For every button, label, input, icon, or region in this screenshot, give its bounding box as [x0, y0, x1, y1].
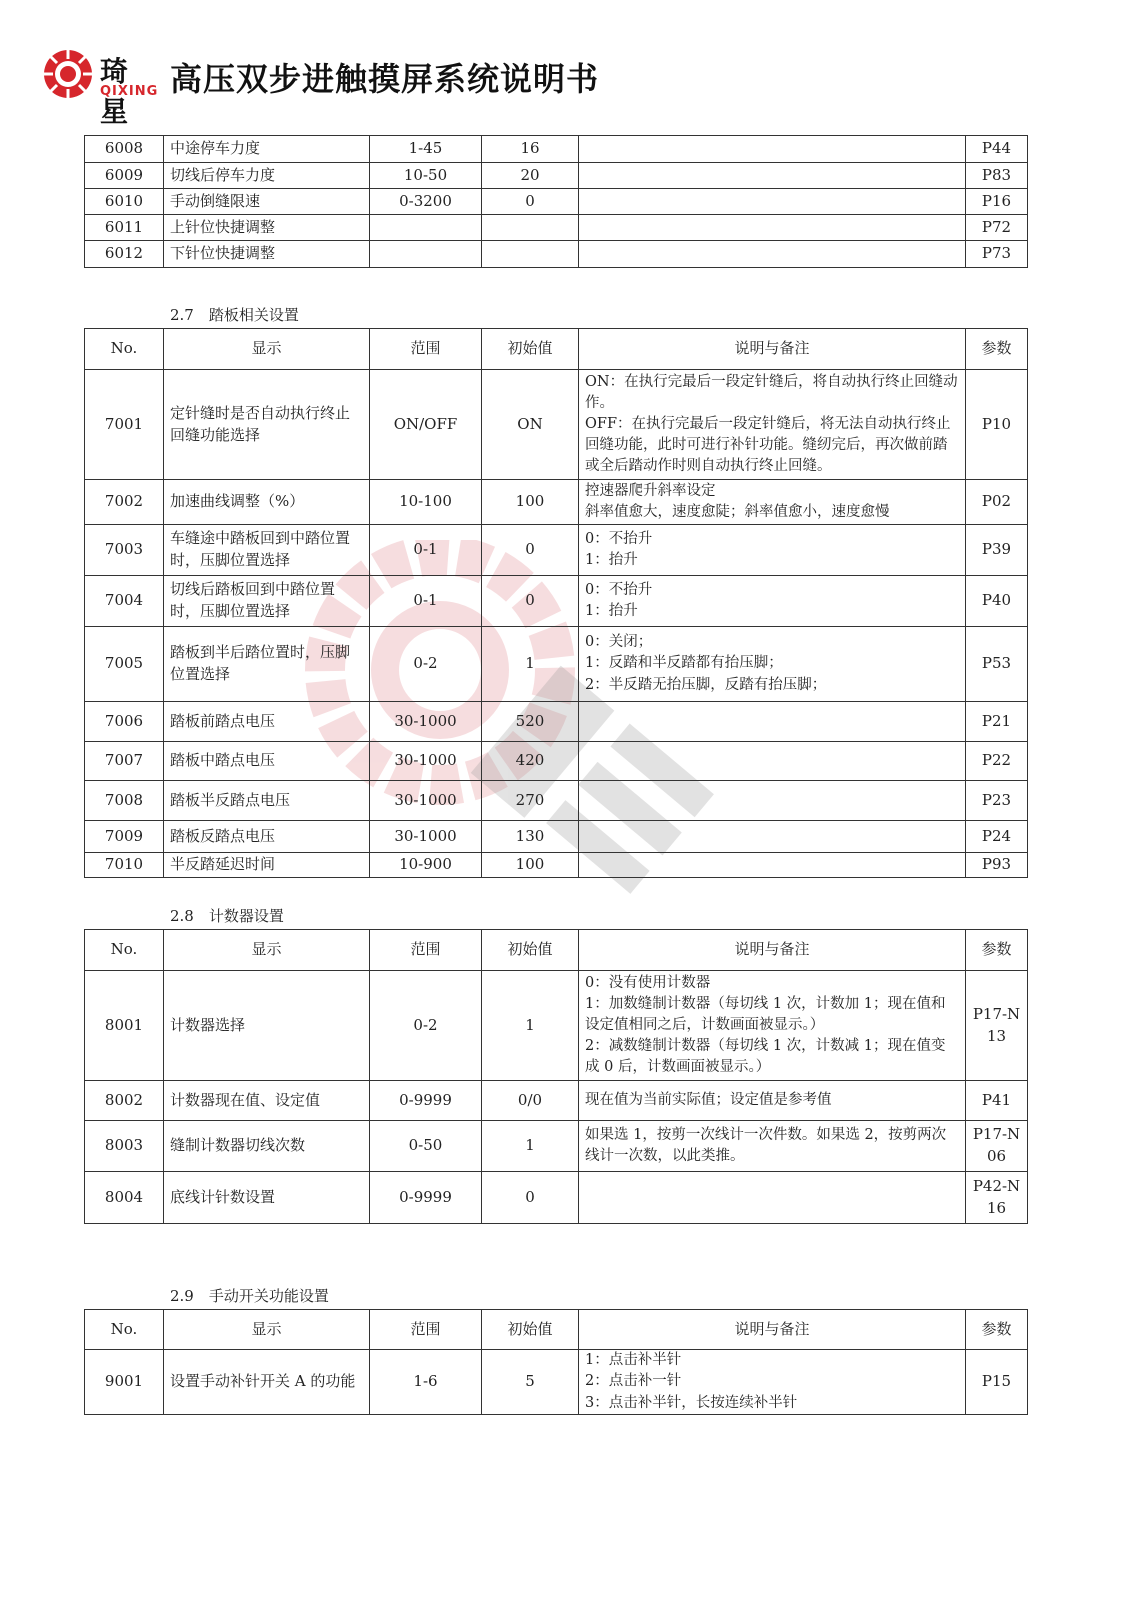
- table-row: [85, 576, 1028, 627]
- cell-init: 0: [482, 189, 579, 215]
- cell-range: 30-1000: [370, 702, 482, 742]
- cell-no: 6010: [85, 189, 164, 215]
- cell-desc: 0：不抬升 1：抬升: [579, 576, 966, 627]
- cell-display: 手动倒缝限速: [164, 189, 370, 215]
- cell-desc: [579, 702, 966, 742]
- table-row: [85, 241, 1028, 268]
- col-header-init: 初始值: [482, 329, 579, 370]
- cell-no: 7010: [85, 853, 164, 878]
- col-header-desc: 说明与备注: [579, 930, 966, 971]
- cell-init: 0: [482, 525, 579, 576]
- cell-range: 0-9999: [370, 1172, 482, 1224]
- cell-range: 0-1: [370, 525, 482, 576]
- cell-no: 7003: [85, 525, 164, 576]
- cell-no: 7002: [85, 480, 164, 525]
- cell-range: 1-45: [370, 136, 482, 163]
- col-header-param: 参数: [966, 930, 1028, 971]
- cell-param: P39: [966, 525, 1028, 576]
- table-row: [85, 136, 1028, 163]
- cell-display: 踏板反踏点电压: [164, 821, 370, 853]
- cell-init: 520: [482, 702, 579, 742]
- cell-desc: [579, 215, 966, 241]
- param-table-6000: [84, 135, 1028, 268]
- cell-no: 6009: [85, 163, 164, 189]
- table-row: [85, 1350, 1028, 1415]
- col-header-init: 初始值: [482, 930, 579, 971]
- cell-param: P41: [966, 1081, 1028, 1121]
- cell-desc: 0：不抬升 1：抬升: [579, 525, 966, 576]
- cell-display: 踏板到半后踏位置时，压脚位置选择: [164, 627, 370, 702]
- table-row: [85, 702, 1028, 742]
- cell-display: 踏板半反踏点电压: [164, 781, 370, 821]
- table-row: [85, 525, 1028, 576]
- cell-init: [482, 241, 579, 268]
- cell-param: P44: [966, 136, 1028, 163]
- table-row: [85, 627, 1028, 702]
- cell-param: P16: [966, 189, 1028, 215]
- cell-init: 1: [482, 1121, 579, 1172]
- cell-range: 10-900: [370, 853, 482, 878]
- cell-param: P24: [966, 821, 1028, 853]
- cell-range: [370, 241, 482, 268]
- col-header-init: 初始值: [482, 1310, 579, 1350]
- cell-range: 0-3200: [370, 189, 482, 215]
- table-row: [85, 215, 1028, 241]
- section-title-2-7: 2.7 踏板相关设置: [170, 306, 299, 324]
- cell-init: 1: [482, 627, 579, 702]
- cell-desc: ON：在执行完最后一段定针缝后，将自动执行终止回缝动作。 OFF：在执行完最后一段定针缝后，将无法自动执行终止回缝功能，此时可进行补针功能。缝纫完后，再次做前踏或全后踏动作时则自动执行终止回缝。: [579, 370, 966, 480]
- manual-switch-table: [84, 1309, 1028, 1415]
- cell-range: 10-50: [370, 163, 482, 189]
- cell-param: P72: [966, 215, 1028, 241]
- cell-param: P02: [966, 480, 1028, 525]
- table-row: [85, 1081, 1028, 1121]
- cell-display: 下针位快捷调整: [164, 241, 370, 268]
- cell-range: 30-1000: [370, 821, 482, 853]
- cell-range: 0-2: [370, 627, 482, 702]
- table-row: [85, 971, 1028, 1081]
- cell-param: P23: [966, 781, 1028, 821]
- col-header-param: 参数: [966, 329, 1028, 370]
- cell-param: P83: [966, 163, 1028, 189]
- cell-init: 20: [482, 163, 579, 189]
- cell-desc: 0：没有使用计数器 1：加数缝制计数器（每切线 1 次，计数加 1；现在值和设定值相同之后，计数画面被显示。） 2：减数缝制计数器（每切线 1 次，计数减 1；现在值变成 0 后，计数画面被显示。）: [579, 971, 966, 1081]
- table-row: [85, 480, 1028, 525]
- cell-param: P53: [966, 627, 1028, 702]
- cell-display: 定针缝时是否自动执行终止回缝功能选择: [164, 370, 370, 480]
- cell-init: [482, 215, 579, 241]
- col-header-range: 范围: [370, 930, 482, 971]
- cell-param: P22: [966, 742, 1028, 781]
- counter-settings-table: [84, 929, 1028, 1224]
- table-row: [85, 1172, 1028, 1224]
- col-header-display: 显示: [164, 329, 370, 370]
- cell-display: 切线后踏板回到中踏位置时，压脚位置选择: [164, 576, 370, 627]
- cell-init: 0: [482, 576, 579, 627]
- col-header-param: 参数: [966, 1310, 1028, 1350]
- cell-no: 7001: [85, 370, 164, 480]
- cell-init: 100: [482, 480, 579, 525]
- col-header-desc: 说明与备注: [579, 329, 966, 370]
- cell-no: 8001: [85, 971, 164, 1081]
- cell-init: 1: [482, 971, 579, 1081]
- cell-param: P73: [966, 241, 1028, 268]
- cell-no: 8003: [85, 1121, 164, 1172]
- cell-desc: [579, 781, 966, 821]
- cell-no: 7006: [85, 702, 164, 742]
- cell-param: P15: [966, 1350, 1028, 1415]
- cell-display: 半反踏延迟时间: [164, 853, 370, 878]
- cell-range: 1-6: [370, 1350, 482, 1415]
- table-row: [85, 781, 1028, 821]
- cell-param: P42-N16: [966, 1172, 1028, 1224]
- cell-desc: [579, 163, 966, 189]
- cell-no: 7008: [85, 781, 164, 821]
- cell-desc: [579, 189, 966, 215]
- cell-display: 缝制计数器切线次数: [164, 1121, 370, 1172]
- cell-init: 130: [482, 821, 579, 853]
- cell-no: 6008: [85, 136, 164, 163]
- cell-display: 中途停车力度: [164, 136, 370, 163]
- brand-name-en: QIXING: [100, 84, 159, 99]
- cell-range: 10-100: [370, 480, 482, 525]
- cell-desc: 现在值为当前实际值；设定值是参考值: [579, 1081, 966, 1121]
- cell-range: 0-50: [370, 1121, 482, 1172]
- cell-desc: [579, 742, 966, 781]
- cell-param: P40: [966, 576, 1028, 627]
- cell-range: 0-2: [370, 971, 482, 1081]
- cell-desc: [579, 241, 966, 268]
- cell-param: P17-N13: [966, 971, 1028, 1081]
- cell-init: 16: [482, 136, 579, 163]
- cell-desc: 1：点击补半针 2：点击补一针 3：点击补半针，长按连续补半针: [579, 1350, 966, 1415]
- cell-no: 6011: [85, 215, 164, 241]
- cell-range: 30-1000: [370, 742, 482, 781]
- cell-no: 8004: [85, 1172, 164, 1224]
- col-header-display: 显示: [164, 1310, 370, 1350]
- cell-display: 切线后停车力度: [164, 163, 370, 189]
- table-row: [85, 1121, 1028, 1172]
- cell-range: ON/OFF: [370, 370, 482, 480]
- table-row: [85, 189, 1028, 215]
- cell-param: P17-N06: [966, 1121, 1028, 1172]
- brand-name: 琦星: [100, 55, 130, 128]
- cell-desc: [579, 853, 966, 878]
- table-row: [85, 163, 1028, 189]
- cell-desc: [579, 136, 966, 163]
- cell-desc: 如果选 1，按剪一次线计一次件数。如果选 2，按剪两次线计一次数，以此类推。: [579, 1121, 966, 1172]
- cell-desc: 0：关闭； 1：反踏和半反踏都有抬压脚； 2：半反踏无抬压脚，反踏有抬压脚；: [579, 627, 966, 702]
- table-row: [85, 742, 1028, 781]
- cell-param: P21: [966, 702, 1028, 742]
- cell-display: 计数器现在值、设定值: [164, 1081, 370, 1121]
- cell-desc: 控速器爬升斜率设定 斜率值愈大，速度愈陡；斜率值愈小，速度愈慢: [579, 480, 966, 525]
- cell-display: 设置手动补针开关 A 的功能: [164, 1350, 370, 1415]
- cell-init: ON: [482, 370, 579, 480]
- cell-range: 0-9999: [370, 1081, 482, 1121]
- cell-display: 加速曲线调整（%）: [164, 480, 370, 525]
- table-row: [85, 370, 1028, 480]
- cell-init: 270: [482, 781, 579, 821]
- cell-display: 上针位快捷调整: [164, 215, 370, 241]
- cell-no: 9001: [85, 1350, 164, 1415]
- document-title: 高压双步进触摸屏系统说明书: [170, 60, 600, 98]
- table-row: [85, 853, 1028, 878]
- cell-range: 0-1: [370, 576, 482, 627]
- table-row: [85, 821, 1028, 853]
- section-title-2-9: 2.9 手动开关功能设置: [170, 1287, 329, 1305]
- cell-range: 30-1000: [370, 781, 482, 821]
- cell-param: P10: [966, 370, 1028, 480]
- pedal-settings-table: [84, 328, 1028, 878]
- cell-init: 100: [482, 853, 579, 878]
- col-header-no: No.: [85, 930, 164, 971]
- col-header-display: 显示: [164, 930, 370, 971]
- cell-display: 车缝途中踏板回到中踏位置时，压脚位置选择: [164, 525, 370, 576]
- cell-display: 底线计针数设置: [164, 1172, 370, 1224]
- cell-no: 7005: [85, 627, 164, 702]
- cell-display: 踏板前踏点电压: [164, 702, 370, 742]
- cell-display: 计数器选择: [164, 971, 370, 1081]
- col-header-no: No.: [85, 1310, 164, 1350]
- cell-no: 7007: [85, 742, 164, 781]
- cell-no: 7009: [85, 821, 164, 853]
- cell-init: 5: [482, 1350, 579, 1415]
- col-header-range: 范围: [370, 1310, 482, 1350]
- col-header-desc: 说明与备注: [579, 1310, 966, 1350]
- cell-no: 8002: [85, 1081, 164, 1121]
- cell-no: 6012: [85, 241, 164, 268]
- cell-desc: [579, 1172, 966, 1224]
- qixing-logo-icon: [42, 48, 94, 100]
- cell-no: 7004: [85, 576, 164, 627]
- cell-range: [370, 215, 482, 241]
- cell-init: 0: [482, 1172, 579, 1224]
- cell-init: 420: [482, 742, 579, 781]
- cell-display: 踏板中踏点电压: [164, 742, 370, 781]
- cell-desc: [579, 821, 966, 853]
- col-header-range: 范围: [370, 329, 482, 370]
- cell-param: P93: [966, 853, 1028, 878]
- section-title-2-8: 2.8 计数器设置: [170, 907, 284, 925]
- cell-init: 0/0: [482, 1081, 579, 1121]
- col-header-no: No.: [85, 329, 164, 370]
